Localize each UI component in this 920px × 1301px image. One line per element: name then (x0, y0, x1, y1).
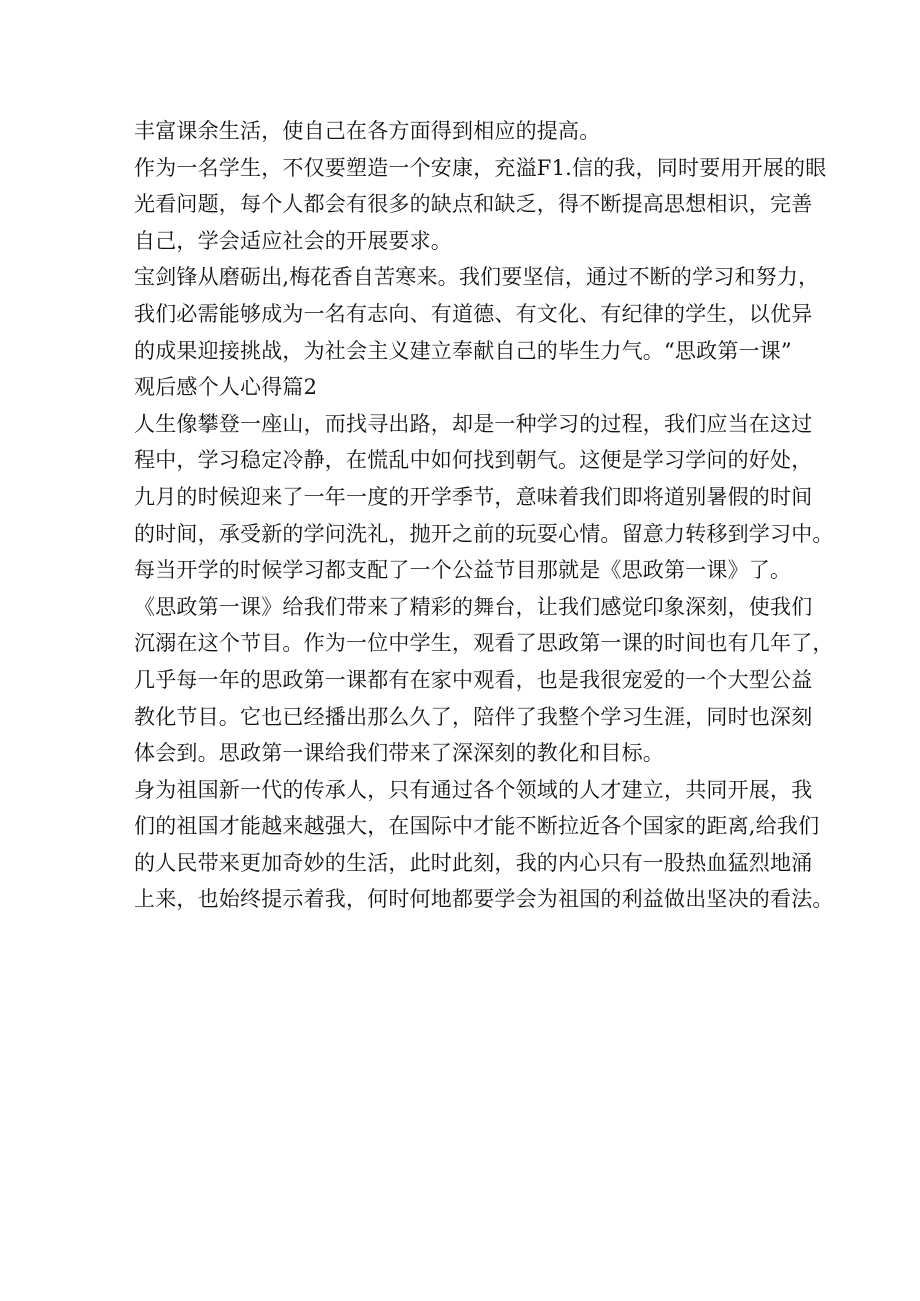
text-line: 丰富课余生活，使自己在各方面得到相应的提高。 (134, 119, 601, 143)
text-line: 每当开学的时候学习都支配了一个公益节目那就是《思政第一课》了。 (134, 558, 792, 583)
text-line: 上来，也始终提示着我，何时何地都要学会为祖国的利益做出坚决的看法。 (134, 887, 834, 912)
text-line: 的人民带来更加奇妙的生活，此时此刻，我的内心只有一股热血猛烈地涌 (134, 850, 813, 875)
text-line: 教化节目。它也已经播出那么久了，陪伴了我整个学习生涯，同时也深刻 (134, 704, 813, 729)
text-line: 宝剑锋从磨砺出,梅花香自苦寒来。我们要坚信，通过不断的学习和努力， (134, 265, 820, 290)
text-line: 我们必需能够成为一名有志向、有道德、有文化、有纪律的学生，以优异 (134, 301, 813, 326)
document-body (134, 113, 834, 918)
text-line: 自己，学会适应社会的开展要求。 (134, 228, 452, 253)
text-line: 的成果迎接挑战，为社会主义建立奉献自己的毕生力气。“思政第一课” (134, 338, 792, 363)
text-line: 九月的时候迎来了一年一度的开学季节，意味着我们即将道别暑假的时间 (134, 484, 813, 509)
text-line: 程中，学习稳定冷静，在慌乱中如何找到朝气。这便是学习学问的好处， (134, 448, 813, 473)
text-line: 作为一名学生，不仅要塑造一个安康，充溢F1.信的我，同时要用开展的眼 (134, 155, 827, 180)
text-line: 光看问题，每个人都会有很多的缺点和缺乏，得不断提高思想相识，完善 (134, 192, 813, 217)
text-line: 人生像攀登一座山，而找寻出路，却是一种学习的过程，我们应当在这过 (134, 411, 813, 436)
text-line: 身为祖国新一代的传承人，只有通过各个领域的人才建立，共同开展，我 (134, 777, 813, 802)
text-line: 几乎每一年的思政第一课都有在家中观看，也是我很宠爱的一个大型公益 (134, 667, 813, 692)
section-heading: 观后感个人心得篇2 (134, 375, 318, 400)
text-line: 《思政第一课》给我们带来了精彩的舞台，让我们感觉印象深刻，使我们 (134, 594, 813, 619)
text-line: 的时间，承受新的学问洗礼，抛开之前的玩耍心情。留意力转移到学习中。 (134, 521, 834, 546)
text-line: 们的祖国才能越来越强大，在国际中才能不断拉近各个国家的距离,给我们 (134, 814, 820, 839)
text-line: 沉溺在这个节目。作为一位中学生，观看了思政第一课的时间也有几年了， (134, 631, 834, 656)
text-line: 体会到。思政第一课给我们带来了深深刻的教化和目标。 (134, 741, 664, 766)
